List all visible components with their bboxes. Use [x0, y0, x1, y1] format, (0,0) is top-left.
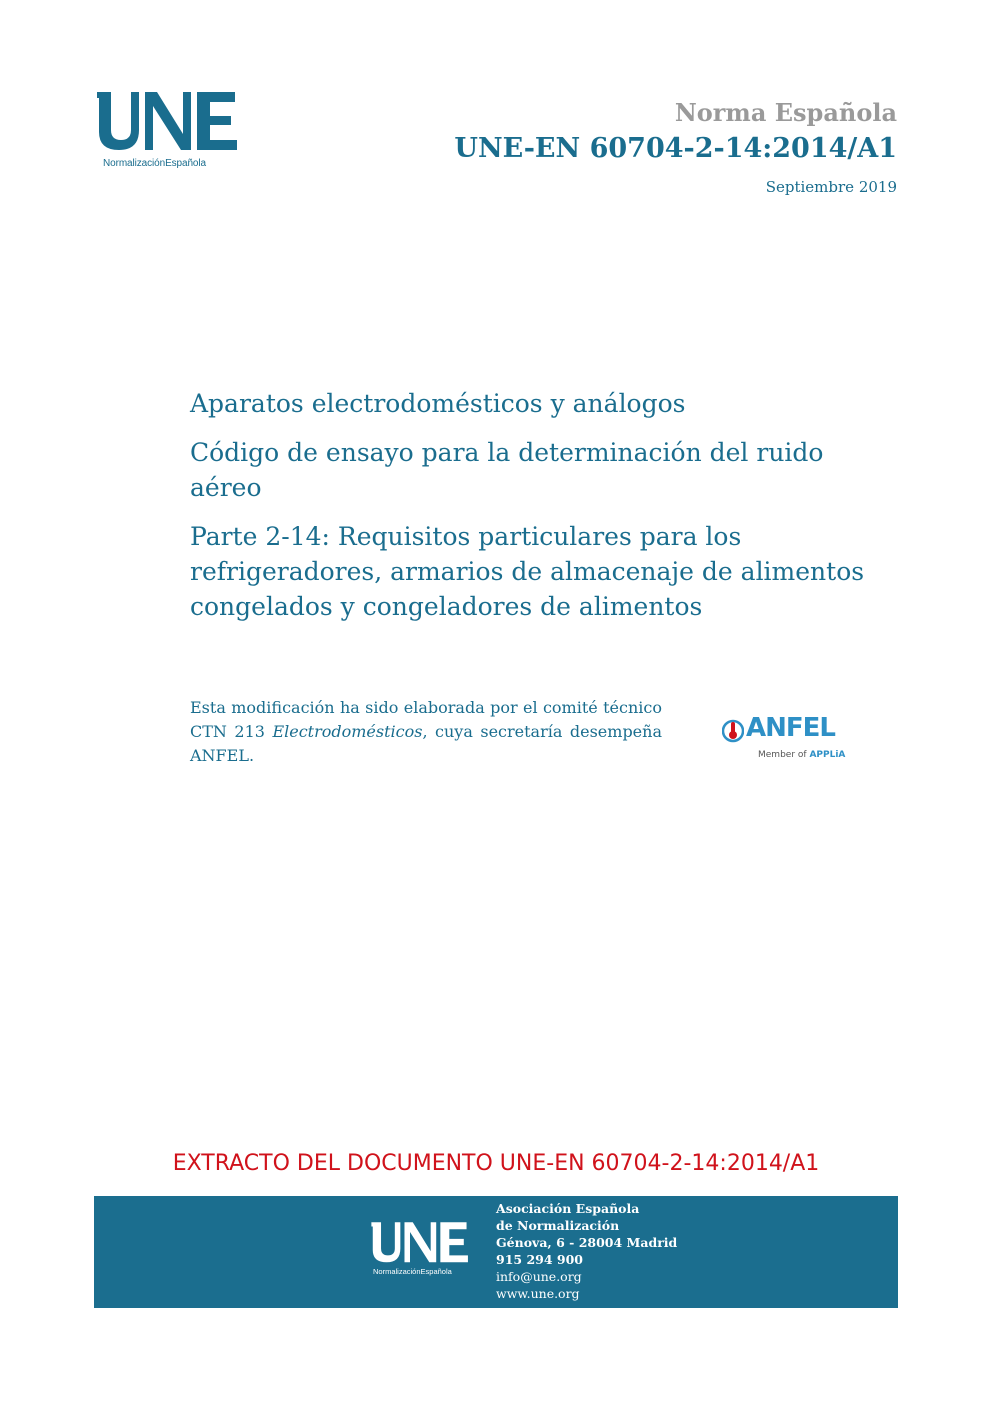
une-logo-subtitle: NormalizaciónEspañola: [103, 158, 206, 169]
document-title: [190, 386, 890, 638]
footer-phone: 915 294 900: [496, 1252, 583, 1267]
footer-une-logo: [370, 1222, 470, 1276]
extract-heading: EXTRACTO DEL DOCUMENTO UNE-EN 60704-2-14:2014/A1: [172, 1151, 820, 1176]
footer-banner: [94, 1196, 898, 1308]
title-line-2: Código de ensayo para la determinación del ruido aéreo: [190, 438, 824, 502]
title-line-3: Parte 2-14: Requisitos particulares para los refrigeradores, armarios de almacenaje de alimentos congelados y congeladores de alimentos: [190, 522, 865, 621]
anfel-thermometer-icon: [722, 718, 744, 744]
footer-logo-subtitle: NormalizaciónEspañola: [373, 1267, 452, 1276]
footer-org-line-2: de Normalización: [496, 1218, 620, 1233]
standard-code: UNE-EN 60704-2-14:2014/A1: [454, 133, 897, 164]
title-line-1: Aparatos electrodomésticos y análogos: [190, 389, 686, 418]
committee-name: Electrodomésticos: [272, 722, 423, 741]
anfel-wordmark: ANFEL: [746, 713, 835, 743]
committee-paragraph: Esta modificación ha sido elaborada por el comité técnico CTN 213 Electrodomésticos, cuya secretaría desempeña ANFEL.: [190, 698, 662, 765]
footer-org-line-1: Asociación Española: [496, 1201, 640, 1216]
publication-date: Septiembre 2019: [765, 178, 897, 196]
footer-une-logo-mark: [370, 1222, 470, 1264]
footer-address: [496, 1200, 677, 1302]
une-logo-mark: [95, 92, 240, 152]
une-logo: [95, 92, 240, 174]
footer-web[interactable]: www.une.org: [496, 1286, 580, 1301]
norma-label: Norma Española: [674, 98, 897, 127]
footer-street: Génova, 6 - 28004 Madrid: [496, 1235, 678, 1250]
anfel-logo: [722, 713, 862, 766]
footer-email[interactable]: info@une.org: [496, 1269, 582, 1284]
anfel-member-text: Member of APPLiA: [758, 750, 846, 760]
